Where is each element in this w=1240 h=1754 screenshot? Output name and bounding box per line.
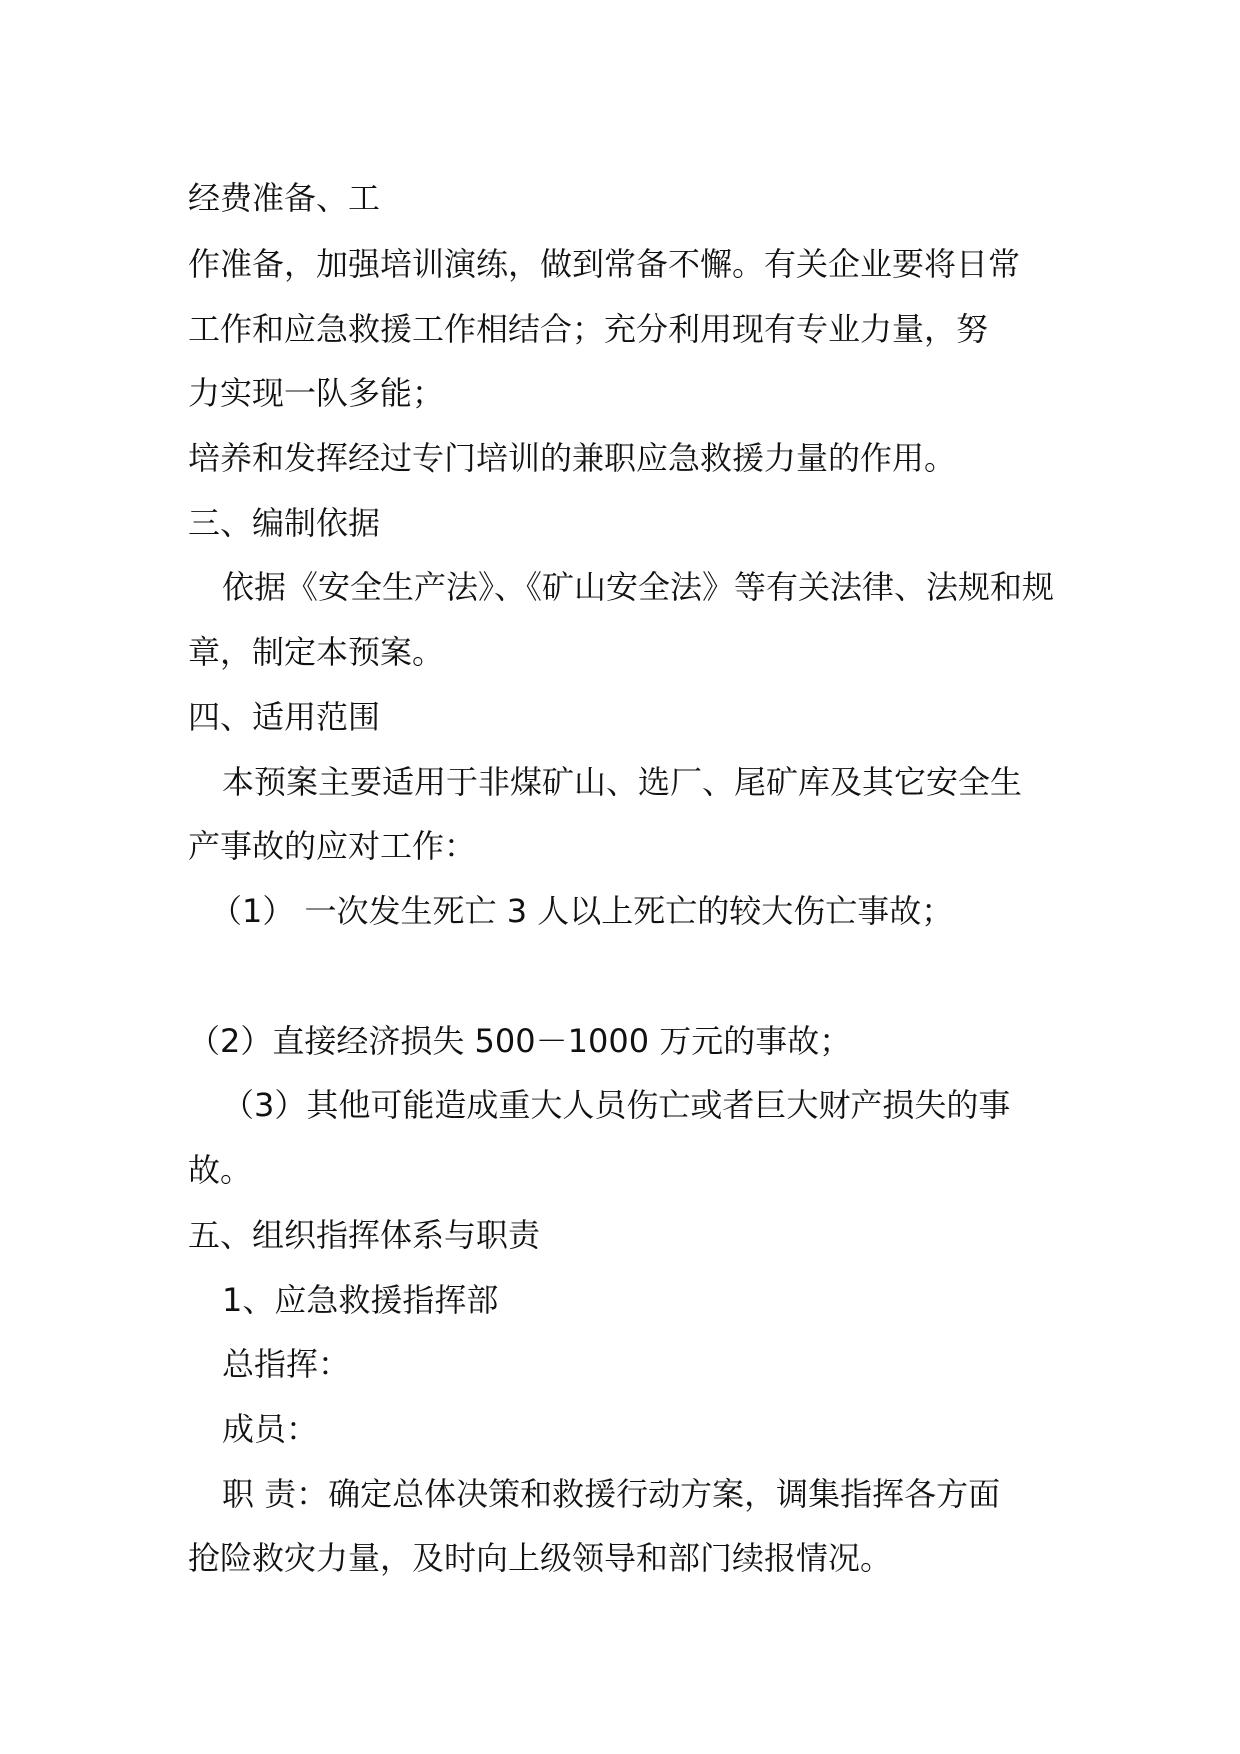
text-line-18: 总指挥： bbox=[222, 1345, 351, 1383]
text-line-15: 故。 bbox=[188, 1151, 253, 1189]
section-heading-basis: 三、编制依据 bbox=[188, 504, 381, 542]
subsection-heading-command: 1、应急救援指挥部 bbox=[222, 1281, 499, 1319]
list-item-1: （1） 一次发生死亡 3 人以上死亡的较大伤亡事故； bbox=[210, 892, 954, 930]
text-line-1: 经费准备、工 bbox=[188, 179, 381, 217]
text-line-10: 本预案主要适用于非煤矿山、选厂、尾矿库及其它安全生 bbox=[222, 763, 1023, 801]
text-line-5: 培养和发挥经过专门培训的兼职应急救援力量的作用。 bbox=[188, 439, 957, 477]
text-line-2: 作准备，加强培训演练，做到常备不懈。有关企业要将日常 bbox=[188, 245, 1021, 283]
text-line-21: 抢险救灾力量，及时向上级领导和部门续报情况。 bbox=[188, 1539, 893, 1577]
text-line-19: 成员： bbox=[222, 1410, 319, 1448]
text-line-20: 职 责：确定总体决策和救援行动方案，调集指挥各方面 bbox=[222, 1475, 1001, 1513]
text-line-8: 章，制定本预案。 bbox=[188, 633, 445, 671]
list-item-2: （2）直接经济损失 500－1000 万元的事故； bbox=[188, 1022, 852, 1060]
text-line-4: 力实现一队多能； bbox=[188, 374, 445, 412]
text-line-3: 工作和应急救援工作相结合；充分利用现有专业力量，努 bbox=[188, 310, 989, 348]
section-heading-organization: 五、组织指挥体系与职责 bbox=[188, 1216, 541, 1254]
text-line-7: 依据《安全生产法》、《矿山安全法》等有关法律、法规和规 bbox=[222, 568, 1055, 606]
list-item-3: （3）其他可能造成重大人员伤亡或者巨大财产损失的事 bbox=[222, 1086, 1011, 1124]
section-heading-scope: 四、适用范围 bbox=[188, 698, 381, 736]
text-line-11: 产事故的应对工作： bbox=[188, 827, 477, 865]
